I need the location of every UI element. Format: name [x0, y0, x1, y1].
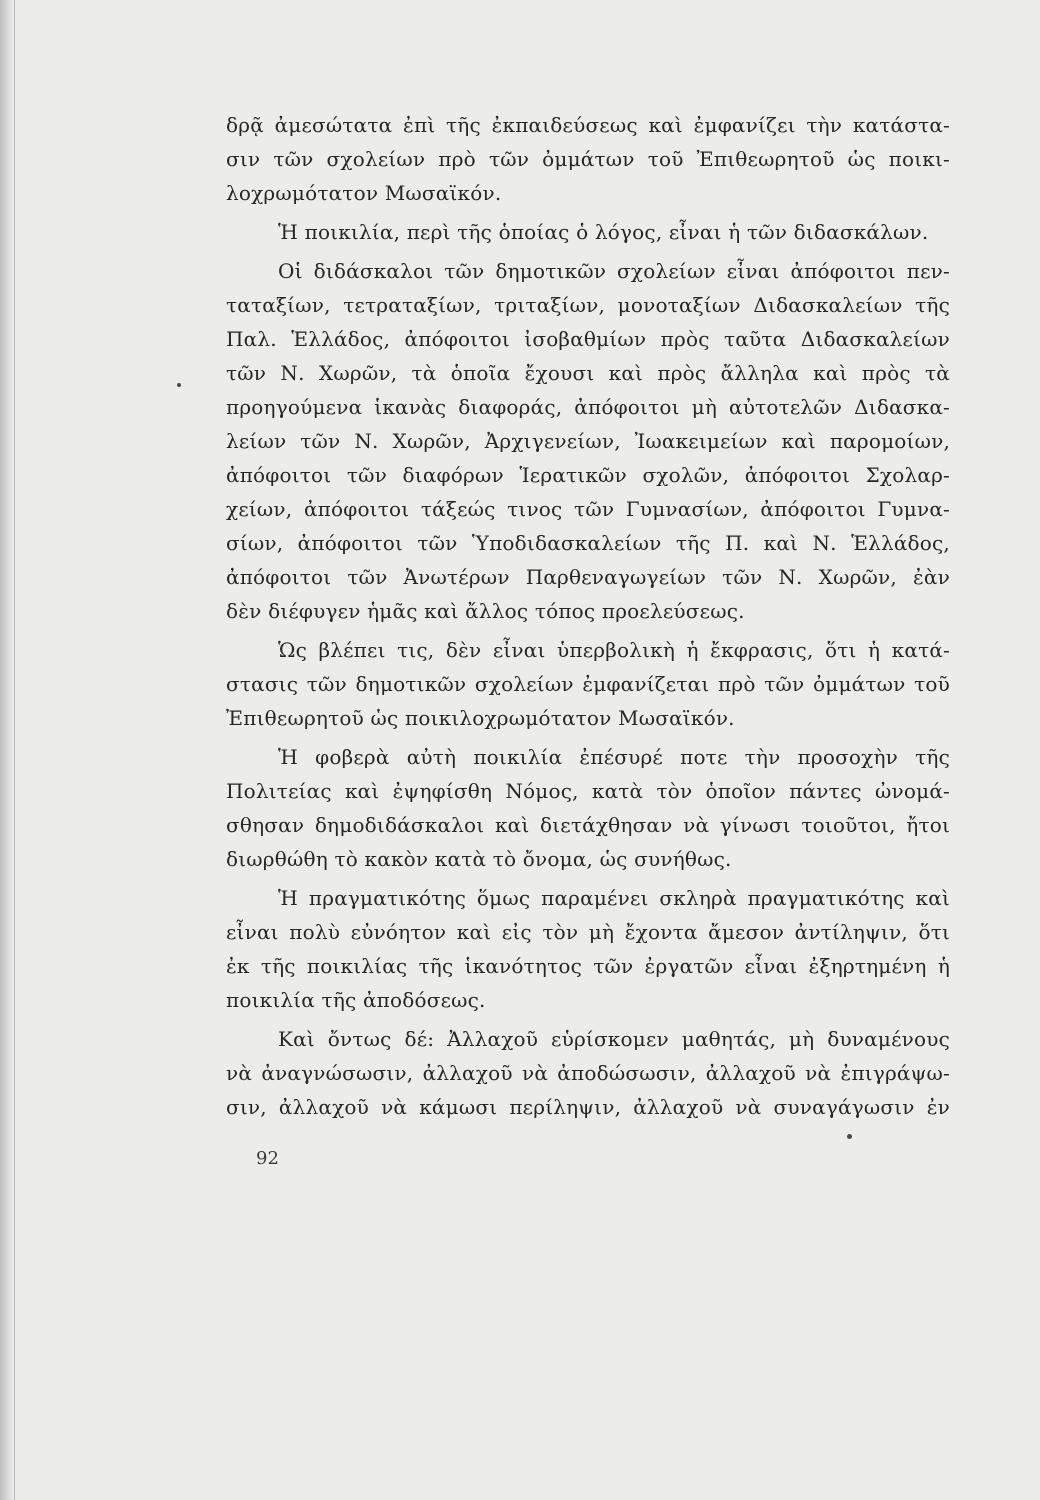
text-line: Ἐπιθεωρητοῦ ὡς ποικιλοχρωμότατον Μωσαϊκόν.	[226, 706, 735, 730]
text-line: ἐκ τῆς ποικιλίας τῆς ἱκανότητος τῶν ἐργατῶν εἶναι ἐξηρτημένη ἡ	[226, 954, 950, 978]
text-line: λείων τῶν Ν. Χωρῶν, Ἀρχιγενείων, Ἰωακειμείων καὶ παρομοίων,	[226, 429, 950, 453]
text-line: λοχρωμότατον Μωσαϊκόν.	[226, 181, 502, 205]
text-line: Ἡ πραγματικότης ὅμως παραμένει σκληρὰ πραγματικότης καὶ	[278, 886, 950, 910]
text-line: ποικιλία τῆς ἀποδόσεως.	[226, 988, 486, 1012]
page-edge-line	[14, 0, 15, 1500]
text-line: νὰ ἀναγνώσωσιν, ἀλλαχοῦ νὰ ἀποδώσωσιν, ἀλλαχοῦ νὰ ἐπιγράψω-	[226, 1061, 950, 1085]
text-line: Παλ. Ἑλλάδος, ἀπόφοιτοι ἰσοβαθμίων πρὸς ταῦτα Διδασκαλείων	[226, 327, 950, 351]
ink-speck	[847, 1134, 852, 1139]
text-line: στασις τῶν δημοτικῶν σχολείων ἐμφανίζεται πρὸ τῶν ὀμμάτων τοῦ	[226, 672, 950, 696]
text-line: ἀπόφοιτοι τῶν Ἀνωτέρων Παρθεναγωγείων τῶν Ν. Χωρῶν, ἐὰν	[226, 565, 950, 589]
text-line: εἶναι πολὺ εὐνόητον καὶ εἰς τὸν μὴ ἔχοντα ἄμεσον ἀντίληψιν, ὅτι	[226, 920, 950, 944]
text-line: τῶν Ν. Χωρῶν, τὰ ὁποῖα ἔχουσι καὶ πρὸς ἄλληλα καὶ πρὸς τὰ	[226, 361, 950, 385]
text-line: Ἡ ποικιλία, περὶ τῆς ὁποίας ὁ λόγος, εἶναι ἡ τῶν διδασκάλων.	[278, 220, 929, 244]
text-line: σιν τῶν σχολείων πρὸ τῶν ὀμμάτων τοῦ Ἐπιθεωρητοῦ ὡς ποικι-	[226, 147, 950, 171]
text-line: προηγούμενα ἱκανὰς διαφοράς, ἀπόφοιτοι μὴ αὐτοτελῶν Διδασκα-	[226, 395, 950, 419]
text-line: Καὶ ὄντως δέ: Ἀλλαχοῦ εὑρίσκομεν μαθητάς, μὴ δυναμένους	[278, 1027, 950, 1051]
page-binding-edge	[0, 0, 14, 1500]
body-text	[226, 108, 950, 1124]
text-line: Ὡς βλέπει τις, δὲν εἶναι ὑπερβολικὴ ἡ ἔκφρασις, ὅτι ἡ κατά-	[278, 638, 950, 662]
text-line: διωρθώθη τὸ κακὸν κατὰ τὸ ὄνομα, ὡς συνήθως.	[226, 847, 732, 871]
text-line: σιν, ἀλλαχοῦ νὰ κάμωσι περίληψιν, ἀλλαχοῦ νὰ συναγάγωσιν ἐν	[226, 1095, 950, 1119]
text-line: σθησαν δημοδιδάσκαλοι καὶ διετάχθησαν νὰ γίνωσι τοιοῦτοι, ἤτοι	[226, 813, 950, 837]
text-line: δὲν διέφυγεν ἡμᾶς καὶ ἄλλος τόπος προελεύσεως.	[226, 599, 745, 623]
text-line: δρᾷ ἀμεσώτατα ἐπὶ τῆς ἐκπαιδεύσεως καὶ ἐμφανίζει τὴν κατάστα-	[226, 113, 950, 137]
text-line: ἀπόφοιτοι τῶν διαφόρων Ἱερατικῶν σχολῶν, ἀπόφοιτοι Σχολαρ-	[226, 463, 950, 487]
text-line: Πολιτείας καὶ ἐψηφίσθη Νόμος, κατὰ τὸν ὁποῖον πάντες ὠνομά-	[226, 779, 950, 803]
text-line: Ἡ φοβερὰ αὐτὴ ποικιλία ἐπέσυρέ ποτε τὴν προσοχὴν τῆς	[278, 745, 950, 769]
text-line: Οἱ διδάσκαλοι τῶν δημοτικῶν σχολείων εἶναι ἀπόφοιτοι πεν-	[278, 259, 950, 283]
ink-speck	[177, 383, 181, 387]
page-number: 92	[256, 1148, 279, 1169]
text-line: χείων, ἀπόφοιτοι τάξεώς τινος τῶν Γυμνασίων, ἀπόφοιτοι Γυμνα-	[226, 497, 950, 521]
text-line: σίων, ἀπόφοιτοι τῶν Ὑποδιδασκαλείων τῆς Π. καὶ Ν. Ἑλλάδος,	[226, 531, 950, 555]
text-line: ταταξίων, τετραταξίων, τριταξίων, μονοταξίων Διδασκαλείων τῆς	[226, 293, 950, 317]
